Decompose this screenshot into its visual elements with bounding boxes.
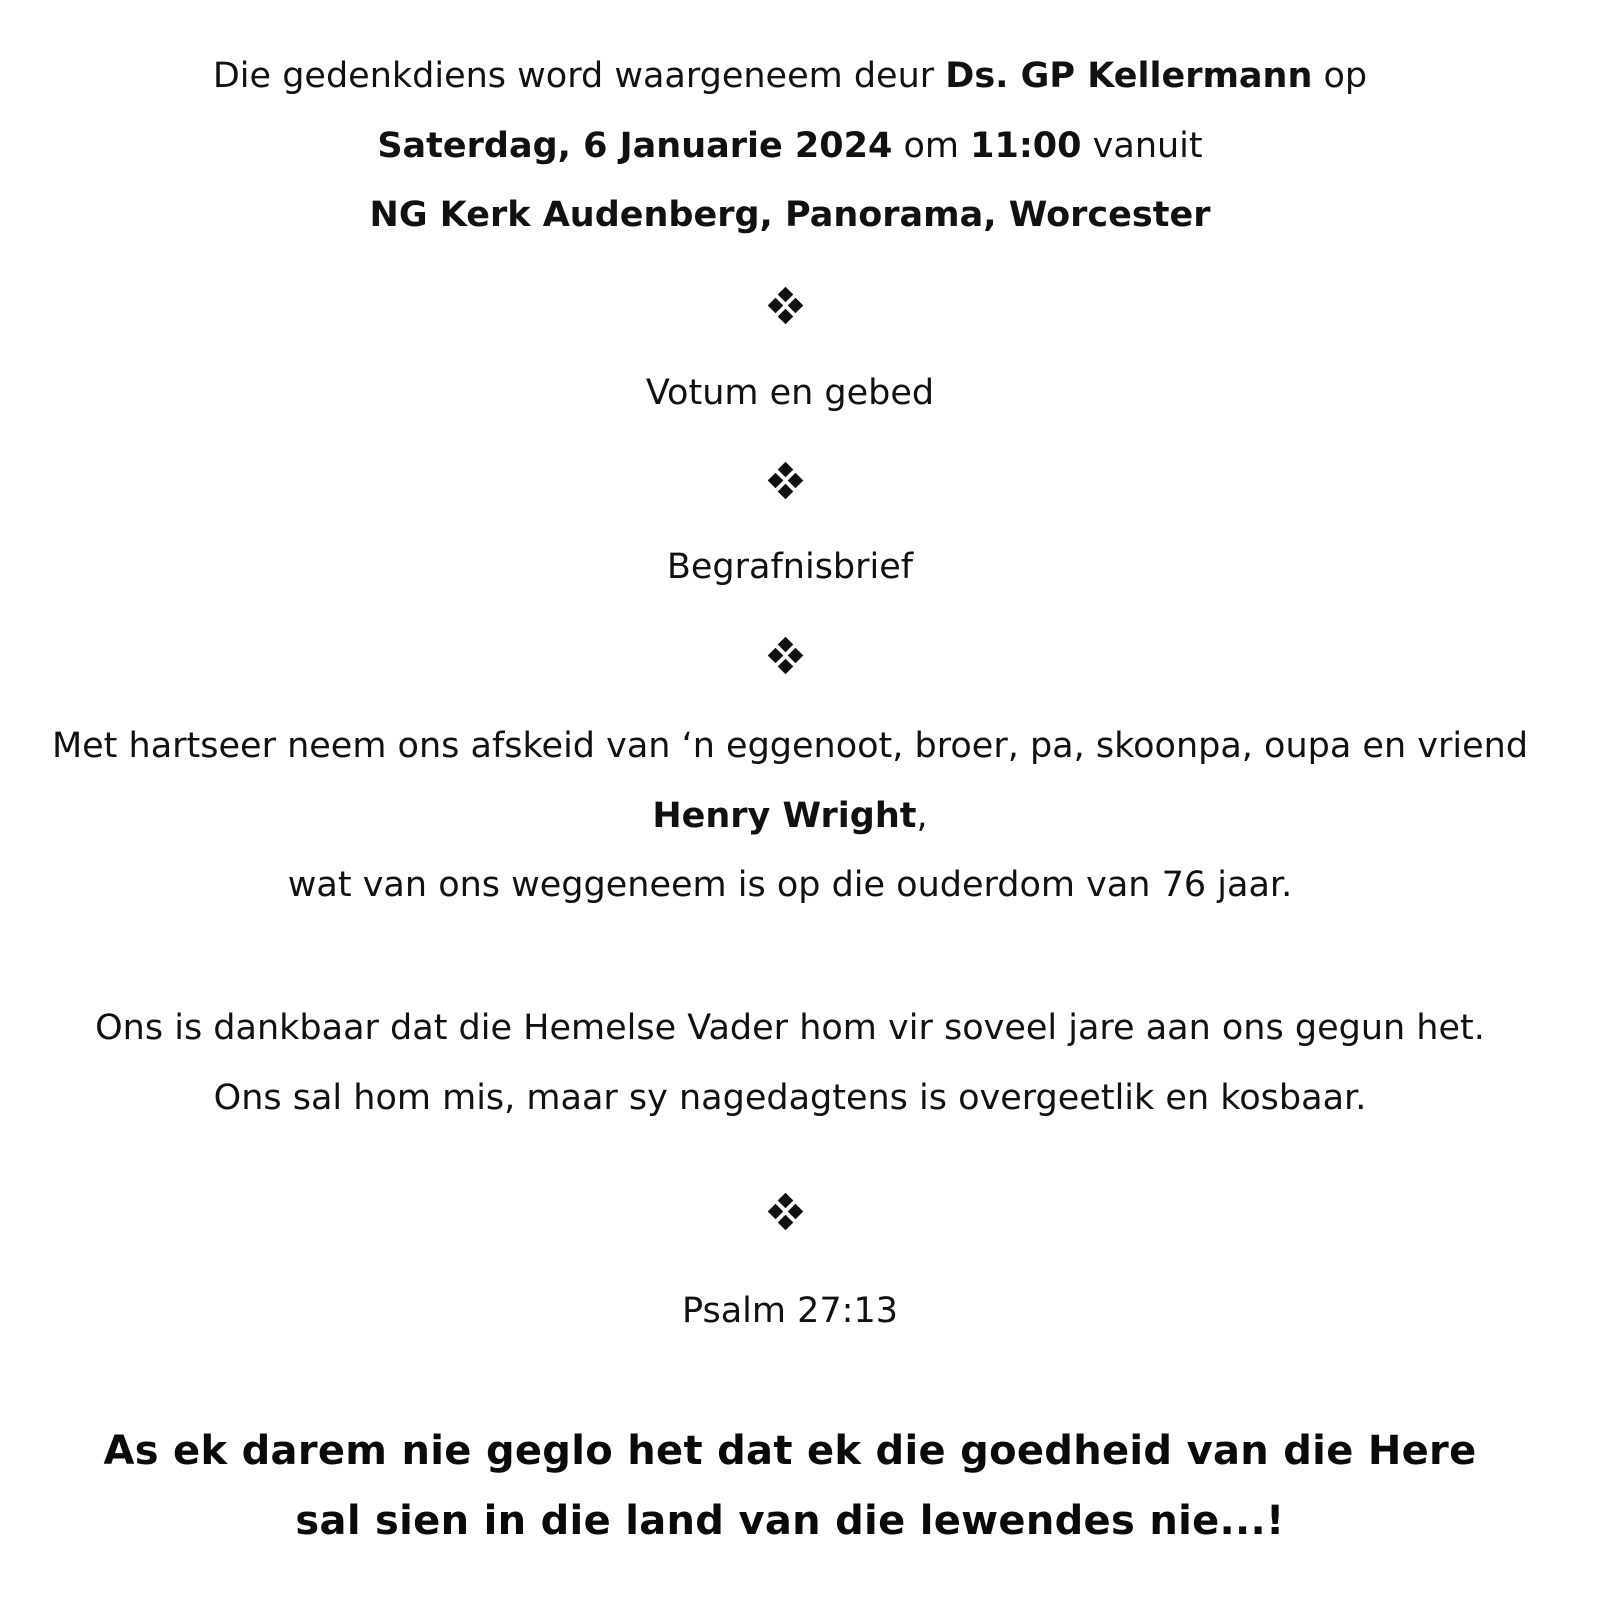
four-diamond-ornament-icon <box>768 638 804 674</box>
officiant-name: Ds. GP Kellermann <box>945 56 1313 96</box>
scripture-verse-line-2: sal sien in die land van die lewendes nie...! <box>295 1498 1285 1544</box>
tribute-thanks-line-2: Ons sal hom mis, maar sy nagedagtens is overgeetlik en kosbaar. <box>213 1078 1367 1118</box>
program-item-votum: Votum en gebed <box>645 373 935 413</box>
tribute-age-line: wat van ons weggeneem is op die ouderdom van 76 jaar. <box>287 865 1293 905</box>
service-officiant-line <box>0 54 1580 98</box>
tribute-thanks-line-1: Ons is dankbaar dat die Hemelse Vader hom vir soveel jare aan ons gegun het. <box>95 1008 1485 1048</box>
program-item-begrafnisbrief: Begrafnisbrief <box>666 547 914 587</box>
name-comma: , <box>916 796 928 836</box>
service-op-text: op <box>1312 56 1368 96</box>
service-date-line <box>0 124 1580 168</box>
four-diamond-ornament-icon <box>768 288 804 324</box>
deceased-name-line <box>0 794 1580 838</box>
scripture-verse-line-1: As ek darem nie geglo het dat ek die goedheid van die Here <box>103 1428 1477 1474</box>
service-intro-text: Die gedenkdiens word waargeneem deur <box>212 56 946 96</box>
service-date: Saterdag, 6 Januarie 2024 <box>377 126 893 166</box>
four-diamond-ornament-icon <box>768 1194 804 1230</box>
tribute-intro: Met hartseer neem ons afskeid van ‘n eggenoot, broer, pa, skoonpa, oupa en vriend <box>51 726 1529 766</box>
service-venue: NG Kerk Audenberg, Panorama, Worcester <box>369 195 1211 235</box>
four-diamond-ornament-icon <box>768 463 804 499</box>
deceased-name: Henry Wright <box>652 796 917 836</box>
service-om-text: om <box>892 126 971 166</box>
scripture-reference: Psalm 27:13 <box>682 1291 898 1331</box>
service-time: 11:00 <box>970 126 1082 166</box>
service-vanuit-text: vanuit <box>1081 126 1203 166</box>
